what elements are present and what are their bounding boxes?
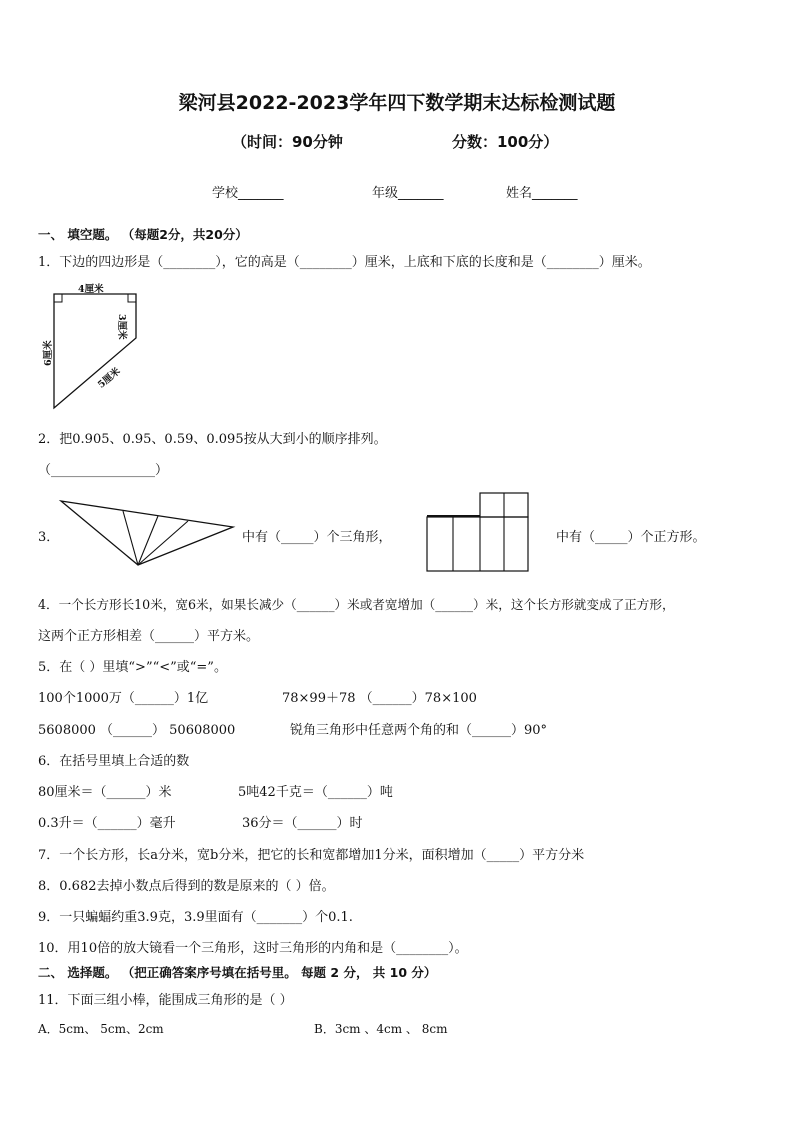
question-5-b: 78×99＋78 （______）78×100 (282, 691, 477, 706)
question-6: 6．在括号里填上合适的数 (38, 754, 190, 769)
page-title: 梁河县2022-2023学年四下数学期末达标检测试题 (178, 92, 616, 114)
label-right-side: 3厘米 (116, 314, 127, 340)
section-heading-fill-in: 一、 填空题。 （每题2分，共20分） (38, 227, 248, 242)
section-heading-choice: 二、 选择题。 （把正确答案序号填在括号里。 每题 2 分， 共 10 分） (38, 965, 437, 980)
question-3-square-count: 中有（_____）个正方形。 (556, 530, 706, 545)
question-11: 11．下面三组小棒，能围成三角形的是（ ） (38, 993, 293, 1008)
grade-field: 年级_______ (372, 186, 444, 201)
question-2: 2．把0.905、0.95、0.59、0.095按从大到小的顺序排列。 (38, 432, 387, 447)
exam-time: （时间：90分钟 (232, 133, 343, 151)
question-6-b: 5吨42千克＝（______）吨 (238, 785, 393, 800)
question-6-c: 0.3升＝（______）毫升 (38, 816, 176, 831)
question-5-a: 100个1000万（______）1亿 (38, 691, 209, 706)
question-5-c: 5608000 （______） 50608000 (38, 723, 236, 738)
question-11-option-b: B．3cm 、4cm 、 8cm (314, 1022, 448, 1036)
exam-score: 分数：100分） (452, 133, 559, 151)
label-left-side: 6厘米 (43, 340, 54, 366)
name-field: 姓名_______ (506, 186, 578, 201)
question-6-a: 80厘米＝（______）米 (38, 785, 172, 800)
trapezoid-figure (40, 280, 170, 420)
question-4-line-2: 这两个正方形相差（______）平方米。 (38, 629, 260, 644)
question-6-d: 36分＝（______）时 (242, 816, 363, 831)
question-2-blank: （________________） (38, 463, 169, 478)
question-11-option-a: A．5cm、 5cm、2cm (38, 1022, 164, 1036)
label-top-side: 4厘米 (78, 284, 104, 295)
question-5-d: 锐角三角形中任意两个角的和（______）90° (290, 723, 548, 738)
squares-figure (426, 492, 530, 574)
question-9: 9．一只蝙蝠约重3.9克，3.9里面有（_______）个0.1. (38, 910, 353, 925)
question-7: 7．一个长方形，长a分米，宽b分米，把它的长和宽都增加1分米，面积增加（_____）平方分米 (38, 848, 585, 863)
question-8: 8．0.682去掉小数点后得到的数是原来的（ ）倍。 (38, 879, 335, 894)
question-5: 5．在（ ）里填“>”“<”或“=”。 (38, 660, 227, 675)
question-10: 10．用10倍的放大镜看一个三角形，这时三角形的内角和是（________）。 (38, 941, 468, 956)
question-3-number: 3． (38, 530, 60, 545)
school-field: 学校_______ (212, 186, 284, 201)
triangle-figure (58, 498, 238, 568)
question-3-triangle-count: 中有（_____）个三角形， (242, 530, 392, 545)
label-slant-side: 5厘米 (95, 365, 123, 391)
question-1: 1．下边的四边形是（________），它的高是（________）厘米，上底和下底的长度和是（________）厘米。 (38, 255, 651, 270)
question-4-line-1: 4．一个长方形长10米，宽6米，如果长减少（______）米或者宽增加（______）米，这个长方形就变成了正方形， (38, 597, 675, 612)
